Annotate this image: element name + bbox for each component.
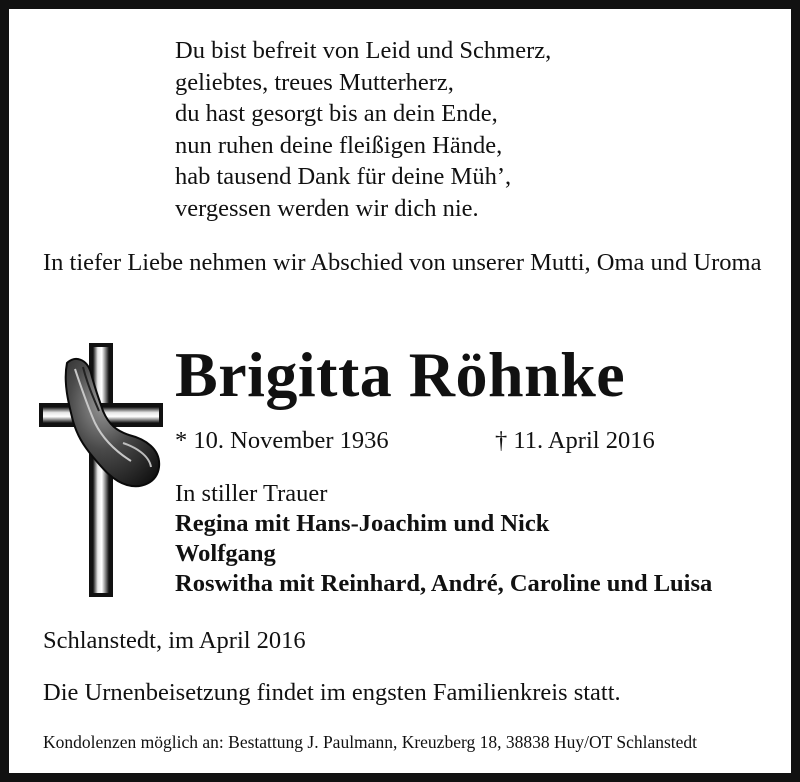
poem-line: du hast gesorgt bis an dein Ende, [175,100,498,127]
poem-line: nun ruhen deine fleißigen Hände, [175,131,503,159]
family-member: Wolfgang [175,540,276,567]
mourning-heading: In stiller Trauer [175,480,328,507]
poem-line: Du bist befreit von Leid und Schmerz, [175,37,552,64]
family-member: Regina mit Hans-Joachim und Nick [175,510,550,537]
mourners-block [175,479,712,599]
family-list [175,509,712,599]
death-date: † 11. April 2016 [495,427,655,454]
deceased-name: Brigitta Röhnke [175,339,626,410]
farewell-text: In tiefer Liebe nehmen wir Abschied von unserer Mutti, Oma und Uroma [43,249,762,276]
condolence-address: Kondolenzen möglich an: Bestattung J. Paulmann, Kreuzberg 18, 38838 Huy/OT Schlanstedt [43,732,698,752]
birth-date: * 10. November 1936 [175,427,389,454]
poem-line: hab tausend Dank für deine Müh’, [175,163,512,190]
burial-note: Die Urnenbeisetzung findet im engsten Familienkreis statt. [43,679,621,706]
place-and-date: Schlanstedt, im April 2016 [43,627,306,654]
poem-line: geliebtes, treues Mutterherz, [175,68,454,96]
family-member: Roswitha mit Reinhard, André, Caroline und Luisa [175,570,713,597]
memorial-poem [175,35,551,224]
cross-praying-hands-icon [37,339,165,601]
poem-line: vergessen werden wir dich nie. [175,194,479,222]
